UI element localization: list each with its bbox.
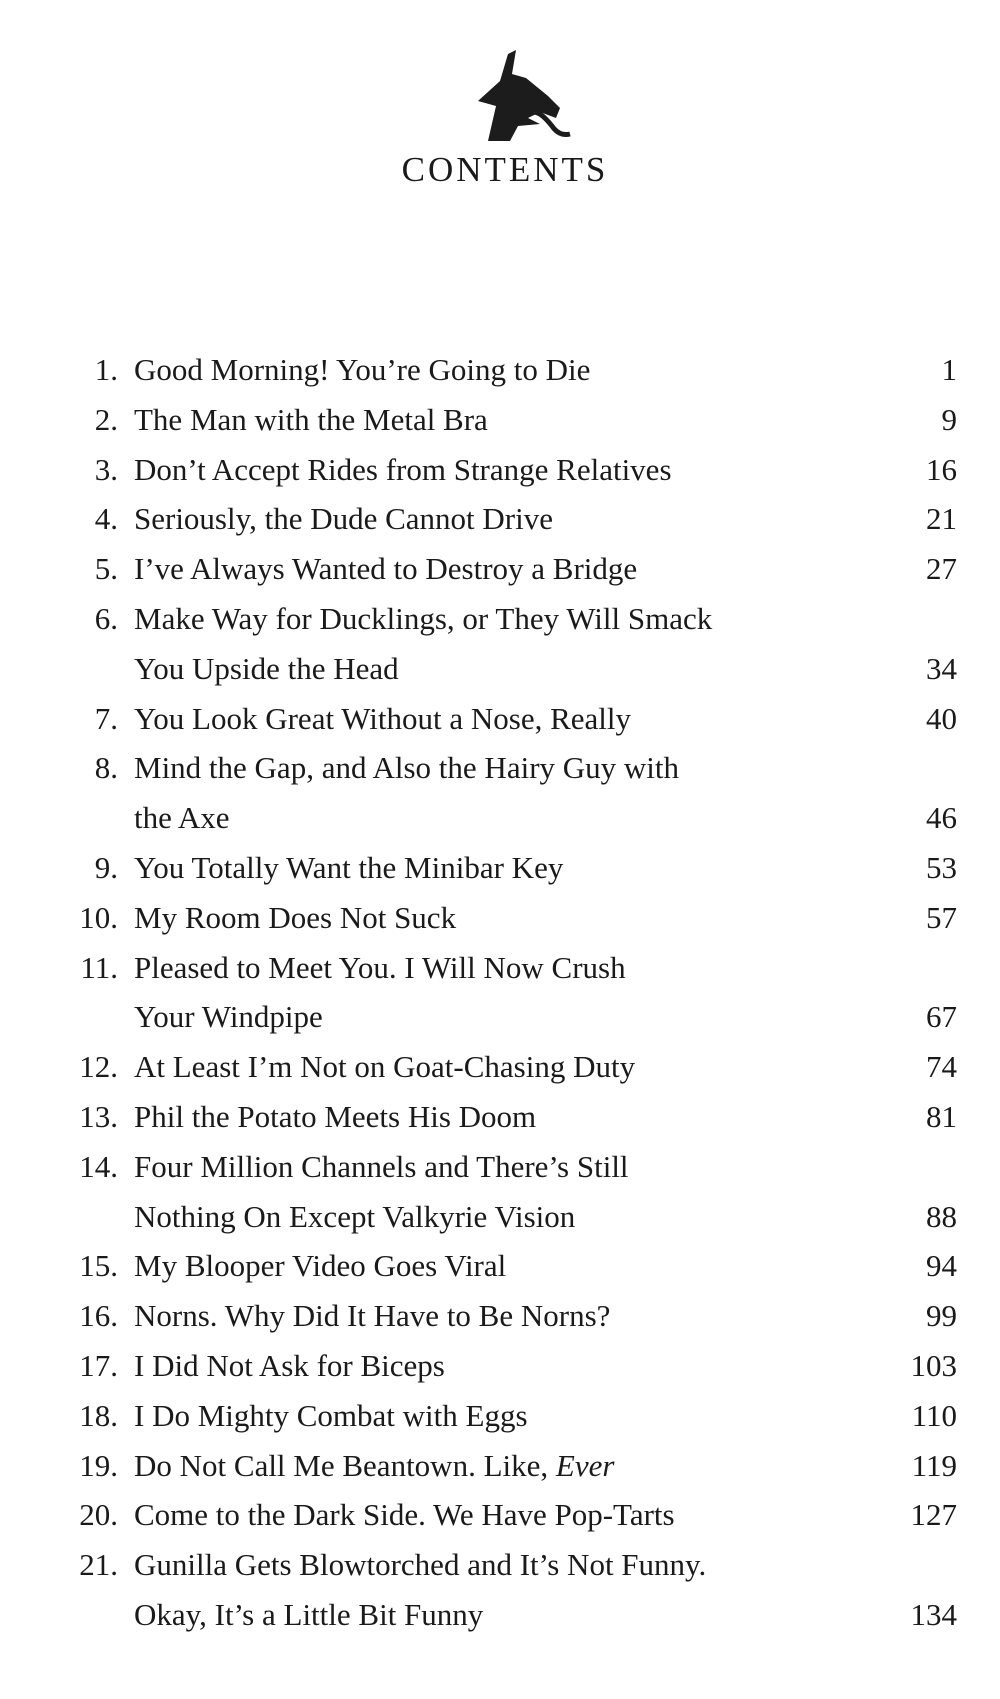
chapter-number: 5. (94, 551, 118, 587)
chapter-title-line: The Man with the Metal Bra (134, 401, 488, 437)
toc-entry (0, 1042, 1000, 1092)
chapter-title (134, 395, 894, 445)
chapter-title (134, 345, 894, 395)
page-number: 27 (926, 551, 957, 587)
page-number: 53 (926, 849, 957, 885)
toc-entry (0, 1241, 1000, 1291)
chapter-number: 8. (94, 750, 118, 786)
toc-entry (0, 594, 1000, 694)
toc-entry (0, 943, 1000, 1043)
chapter-title (134, 1490, 894, 1540)
chapter-number: 1. (94, 352, 118, 387)
chapter-number: 6. (94, 600, 118, 636)
chapter-title-line: Nothing On Except Valkyrie Vision (134, 1198, 576, 1234)
chapter-title (134, 943, 894, 1043)
page-number: 40 (926, 700, 957, 736)
chapter-number: 17. (79, 1347, 118, 1383)
chapter-title-line: Gunilla Gets Blowtorched and It’s Not Funny. (134, 1547, 707, 1583)
chapter-title-line: Okay, It’s a Little Bit Funny (134, 1596, 484, 1632)
chapter-title (134, 843, 894, 893)
chapter-title-line: I’ve Always Wanted to Destroy a Bridge (134, 551, 638, 587)
toc-entry (0, 1441, 1000, 1491)
chapter-number: 2. (94, 401, 118, 437)
toc-entry (0, 1391, 1000, 1441)
chapter-title-line: Your Windpipe (134, 999, 323, 1035)
page-title: CONTENTS (401, 150, 609, 189)
page-number: 67 (926, 999, 957, 1035)
chapter-title-line: Don’t Accept Rides from Strange Relatives (134, 451, 672, 487)
page-number: 103 (910, 1347, 957, 1383)
chapter-number: 7. (94, 700, 118, 736)
toc-entry (0, 893, 1000, 943)
toc-entry (0, 1142, 1000, 1242)
page-number: 110 (911, 1397, 957, 1433)
chapter-number: 21. (79, 1547, 118, 1583)
chapter-number: 4. (94, 501, 118, 537)
toc-entry (0, 694, 1000, 744)
chapter-title-line: You Totally Want the Minibar Key (134, 849, 564, 885)
chapter-title-line: Do Not Call Me Beantown. Like, Ever (134, 1447, 615, 1483)
chapter-title (134, 1391, 894, 1441)
chapter-title-italic: Ever (555, 1447, 615, 1483)
page-number: 21 (926, 501, 957, 537)
page-number: 119 (911, 1447, 957, 1483)
chapter-title-line: Pleased to Meet You. I Will Now Crush (134, 949, 626, 985)
page-number: 1 (941, 352, 957, 387)
chapter-title (134, 694, 894, 744)
page-number: 88 (926, 1198, 957, 1234)
toc-entry (0, 743, 1000, 843)
page-number: 9 (941, 401, 957, 437)
chapter-title (134, 1092, 894, 1142)
toc-entry (0, 1341, 1000, 1391)
chapter-title (134, 893, 894, 943)
chapter-title (134, 445, 894, 495)
chapter-title (134, 1540, 894, 1640)
chapter-number: 3. (94, 451, 118, 487)
wolf-head-logo-icon (448, 46, 578, 146)
page-number: 134 (910, 1596, 957, 1632)
chapter-title (134, 1291, 894, 1341)
chapter-number: 10. (79, 899, 118, 935)
toc-entry (0, 843, 1000, 893)
page-number: 57 (926, 899, 957, 935)
chapter-number: 20. (79, 1497, 118, 1533)
page-number: 34 (926, 650, 957, 686)
chapter-number: 19. (79, 1447, 118, 1483)
toc-entry (0, 544, 1000, 594)
table-of-contents (0, 345, 1000, 1640)
chapter-number: 13. (79, 1098, 118, 1134)
chapter-title-line: You Look Great Without a Nose, Really (134, 700, 631, 736)
chapter-title (134, 1042, 894, 1092)
chapter-title-line: I Do Mighty Combat with Eggs (134, 1397, 528, 1433)
chapter-number: 18. (79, 1397, 118, 1433)
page-number: 127 (910, 1497, 957, 1533)
page-number: 99 (926, 1298, 957, 1334)
page-number: 74 (926, 1049, 957, 1085)
chapter-title-line: At Least I’m Not on Goat-Chasing Duty (134, 1049, 636, 1085)
page-number: 81 (926, 1098, 957, 1134)
chapter-title-line: Come to the Dark Side. We Have Pop-Tarts (134, 1497, 675, 1533)
chapter-title-line: Four Million Channels and There’s Still (134, 1148, 629, 1184)
chapter-title (134, 1341, 894, 1391)
toc-entry (0, 395, 1000, 445)
chapter-number: 9. (94, 849, 118, 885)
toc-entry (0, 345, 1000, 395)
chapter-title-line: My Blooper Video Goes Viral (134, 1248, 507, 1284)
chapter-title (134, 1142, 894, 1242)
page-number: 46 (926, 800, 957, 836)
toc-entry (0, 445, 1000, 495)
chapter-title (134, 1441, 894, 1491)
chapter-number: 14. (79, 1148, 118, 1184)
chapter-title (134, 743, 894, 843)
page-number: 16 (926, 451, 957, 487)
page-number: 94 (926, 1248, 957, 1284)
toc-entry (0, 1291, 1000, 1341)
chapter-title-line: Seriously, the Dude Cannot Drive (134, 501, 553, 537)
chapter-title (134, 594, 894, 694)
chapter-number: 15. (79, 1248, 118, 1284)
toc-entry (0, 494, 1000, 544)
chapter-number: 12. (79, 1049, 118, 1085)
chapter-title-line: Good Morning! You’re Going to Die (134, 352, 591, 387)
chapter-title-line: My Room Does Not Suck (134, 899, 457, 935)
chapter-title-line: Norns. Why Did It Have to Be Norns? (134, 1298, 611, 1334)
chapter-title-line: You Upside the Head (134, 650, 399, 686)
chapter-title (134, 1241, 894, 1291)
toc-entry (0, 1490, 1000, 1540)
chapter-title-line: Make Way for Ducklings, or They Will Smack (134, 600, 713, 636)
chapter-number: 16. (79, 1298, 118, 1334)
chapter-number: 11. (80, 949, 118, 985)
toc-entry (0, 1540, 1000, 1640)
toc-entry (0, 1092, 1000, 1142)
chapter-title-line: I Did Not Ask for Biceps (134, 1347, 445, 1383)
chapter-title-line: Phil the Potato Meets His Doom (134, 1098, 537, 1134)
chapter-title-line: the Axe (134, 800, 230, 836)
chapter-title (134, 494, 894, 544)
chapter-title-line: Mind the Gap, and Also the Hairy Guy with (134, 750, 680, 786)
chapter-title (134, 544, 894, 594)
